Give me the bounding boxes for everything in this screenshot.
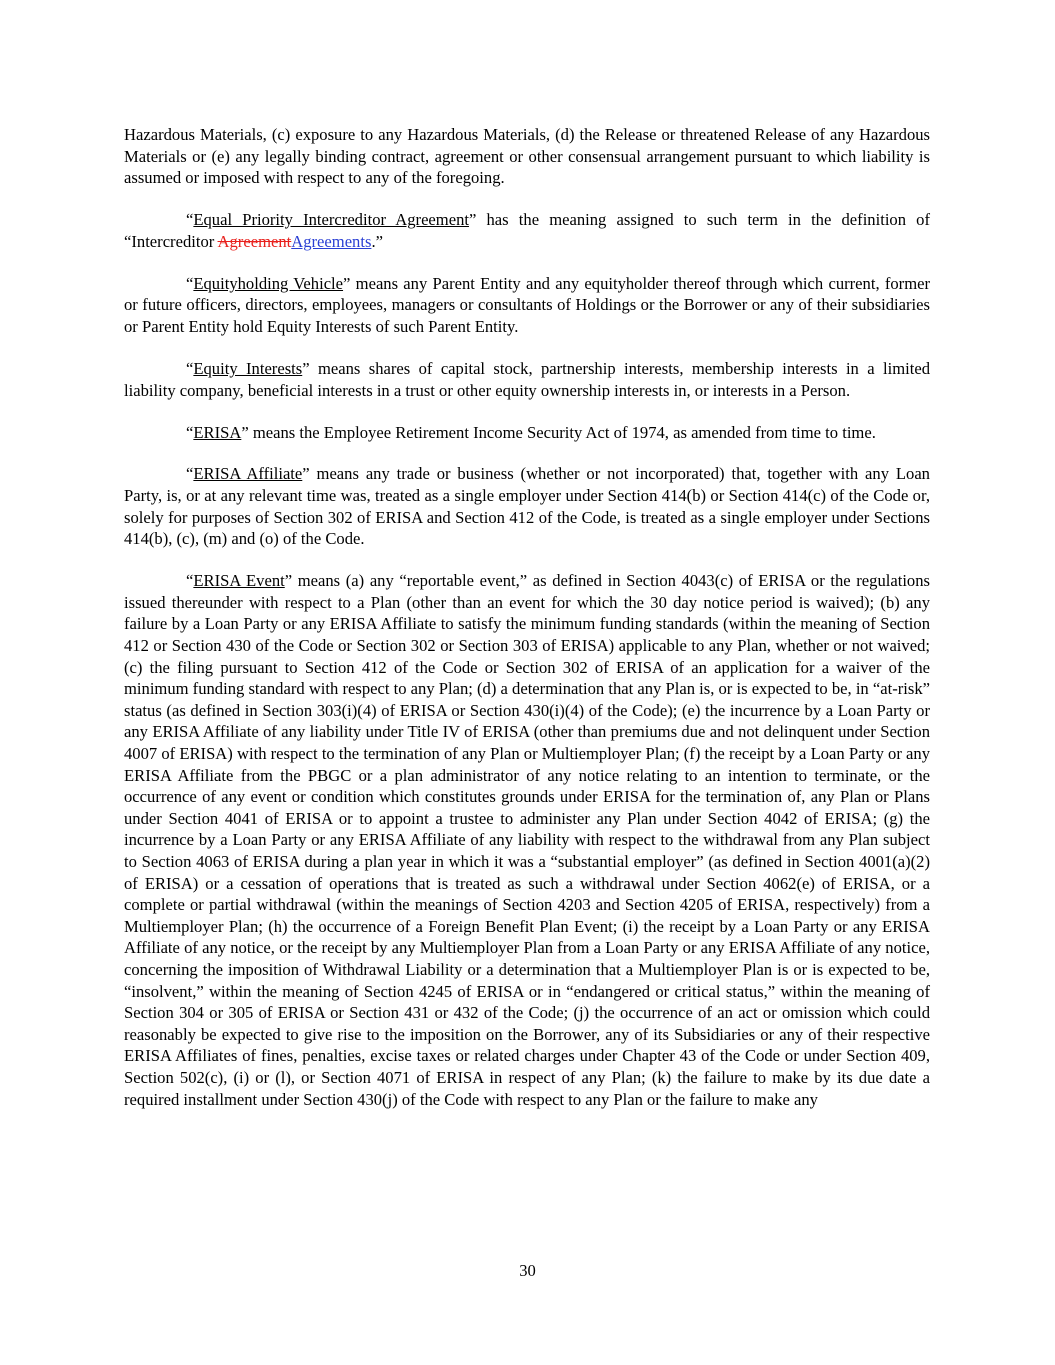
definition-body: ” has the meaning assigned to such term in the definition of “Intercreditor bbox=[124, 210, 930, 251]
definition-erisa-event bbox=[124, 570, 930, 1110]
defined-term: ERISA Event bbox=[193, 571, 285, 591]
document-page bbox=[124, 124, 930, 1130]
defined-term: ERISA bbox=[193, 422, 242, 442]
deleted-text: Agreement bbox=[217, 231, 292, 251]
definition-body: ” means any Parent Entity and any equityholder thereof through which current, former or future officers, directors, employees, managers or consultants of Holdings or the Borrower or any of their subsidiaries or Parent Entity hold Equity Interests of such Parent Entity. bbox=[124, 273, 930, 336]
defined-term: ERISA Affiliate bbox=[193, 464, 303, 484]
open-quote: “ bbox=[186, 422, 194, 442]
definition-equityholding-vehicle bbox=[124, 273, 930, 338]
defined-term: Equity Interests bbox=[193, 358, 303, 378]
definition-equal-priority-intercreditor-agreement bbox=[124, 209, 930, 252]
defined-term: Equityholding Vehicle bbox=[193, 273, 344, 293]
open-quote: “ bbox=[186, 210, 194, 230]
definition-body: ” means any trade or business (whether or not incorporated) that, together with any Loan Party, is, or at any relevant time was, treated as a single employer under Section 414(b) or Section 414(c) of the Code or, solely for purposes of Section 302 of ERISA and Section 412 of the Code, is treated as a single employer under Sections 414(b), (c), (m) and (o) of the Code. bbox=[124, 464, 930, 549]
defined-term: Equal Priority Intercreditor Agreement bbox=[193, 210, 469, 230]
definition-body: ” means (a) any “reportable event,” as defined in Section 4043(c) of ERISA or the regulations issued thereunder with respect to a Plan (other than an event for which the 30 day notice period is waived); (b) any failure by a Loan Party or any ERISA Affiliate to satisfy the minimum funding standards (within the meaning of Section 412 or Section 430 of the Code or Section 302 or Section 303 of ERISA) applicable to any Plan, whether or not waived; (c) the filing pursuant to Section 412 of the Code or Section 302 of ERISA of an application for a waiver of the minimum funding standard with respect to any Plan; (d) a determination that any Plan is, or is expected to be, in “at-risk” status (as defined in Section 303(i)(4) of ERISA or Section 430(i)(4) of the Code); (e) the incurrence by a Loan Party or any ERISA Affiliate of any liability under Title IV of ERISA (other than premiums due and not delinquent under Section 4007 of ERISA) with respect to the termination of any Plan or Multiemployer Plan; (f) the receipt by a Loan Party or any ERISA Affiliate from the PBGC or a plan administrator of any notice relating to an intention to terminate, or the occurrence of any event or condition which constitutes grounds under ERISA for the termination of, any Plan or Plans under Section 4041 of ERISA or to appoint a trustee to administer any Plan under Section 4042 of ERISA; (g) the incurrence by a Loan Party or any ERISA Affiliate of any liability with respect to the withdrawal from any Plan subject to Section 4063 of ERISA during a plan year in which it was a “substantial employer” (as defined in Section 4001(a)(2) of ERISA) or a cessation of operations that is treated as such a withdrawal under Section 4062(e) of ERISA, or a complete or partial withdrawal (within the meanings of Section 4203 and Section 4205 of ERISA, respectively) from a Multiemployer Plan; (h) the occurrence of a Foreign Benefit Plan Event; (i) the receipt by a Loan Party or any ERISA Affiliate of any notice, or the receipt by any Multiemployer Plan from a Loan Party or any ERISA Affiliate of any notice, concerning the imposition of Withdrawal Liability or a determination that a Multiemployer Plan is or is expected to be, “insolvent,” within the meaning of Section 4245 of ERISA or in “endangered or critical status,” within the meaning of Section 304 or 305 of ERISA or Section 431 or 432 of the Code; (j) the occurrence of an act or omission which could reasonably be expected to give rise to the imposition on the Borrower, any of its Subsidiaries or any of their respective ERISA Affiliates of fines, penalties, excise taxes or related charges under Chapter 43 of the Code or under Section 409, Section 502(c), (i) or (l), or Section 4071 of ERISA in respect of any Plan; (k) the failure to make by its due date a required installment under Section 430(j) of the Code with respect to any Plan or the failure to make any bbox=[124, 571, 930, 1109]
definition-body: ” means the Employee Retirement Income Security Act of 1974, as amended from time to time. bbox=[241, 422, 876, 442]
page-number: 30 bbox=[519, 1261, 536, 1280]
definition-body: ” means shares of capital stock, partnership interests, membership interests in a limited liability company, beneficial interests in a trust or other equity ownership interests in, or interests in a Person. bbox=[124, 358, 930, 400]
open-quote: “ bbox=[186, 358, 194, 378]
open-quote: “ bbox=[186, 571, 194, 591]
inserted-text: Agreements bbox=[291, 231, 372, 251]
open-quote: “ bbox=[186, 273, 194, 293]
definition-equity-interests bbox=[124, 358, 930, 401]
hazardous-materials-continuation: Hazardous Materials, (c) exposure to any Hazardous Materials, (d) the Release or threatened Release of any Hazardous Materials or (e) any legally binding contract, agreement or other consensual arrangement pursuant to which liability is assumed or imposed with respect to any of the foregoing. bbox=[124, 125, 930, 188]
definition-closing: .” bbox=[371, 231, 383, 251]
open-quote: “ bbox=[186, 464, 194, 484]
definition-erisa-affiliate bbox=[124, 463, 930, 549]
definition-erisa bbox=[124, 422, 930, 444]
